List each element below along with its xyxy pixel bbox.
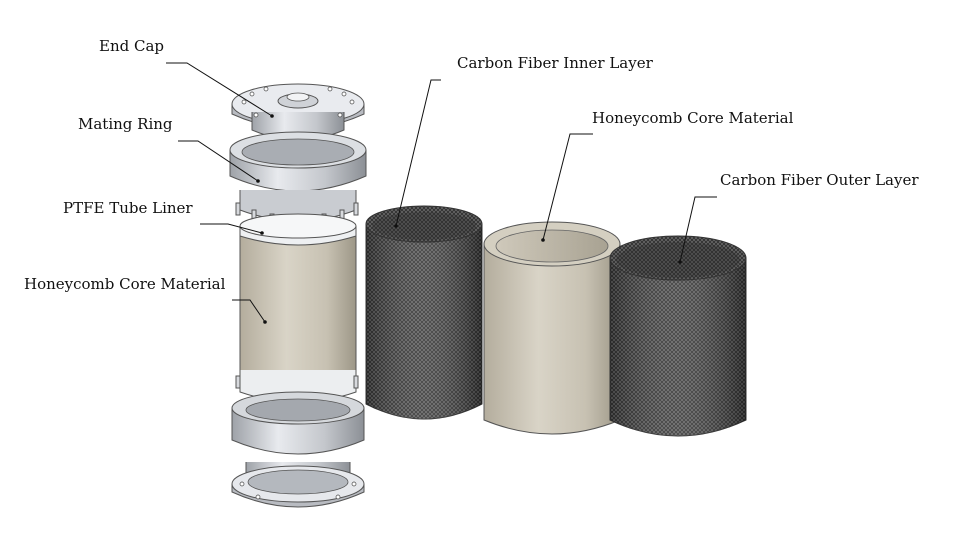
label-honeycomb-core-left: Honeycomb Core Material <box>24 275 226 293</box>
label-carbon-fiber-inner: Carbon Fiber Inner Layer <box>457 54 653 72</box>
mating-ring-part <box>230 132 366 227</box>
honeycomb-core-right-part <box>484 222 620 434</box>
leader-carbon-inner <box>396 80 441 226</box>
exploded-assembly <box>230 84 366 507</box>
carbon-fiber-inner-part <box>366 206 482 419</box>
bottom-end-cap-part <box>232 462 364 507</box>
label-carbon-fiber-outer: Carbon Fiber Outer Layer <box>720 171 919 189</box>
label-honeycomb-core-right: Honeycomb Core Material <box>592 109 794 127</box>
carbon-fiber-outer-part <box>610 236 746 436</box>
label-end-cap: End Cap <box>99 37 165 55</box>
label-ptfe-tube-liner: PTFE Tube Liner <box>63 199 193 217</box>
label-mating-ring: Mating Ring <box>78 115 173 133</box>
honeycomb-core-left-part <box>240 236 356 402</box>
